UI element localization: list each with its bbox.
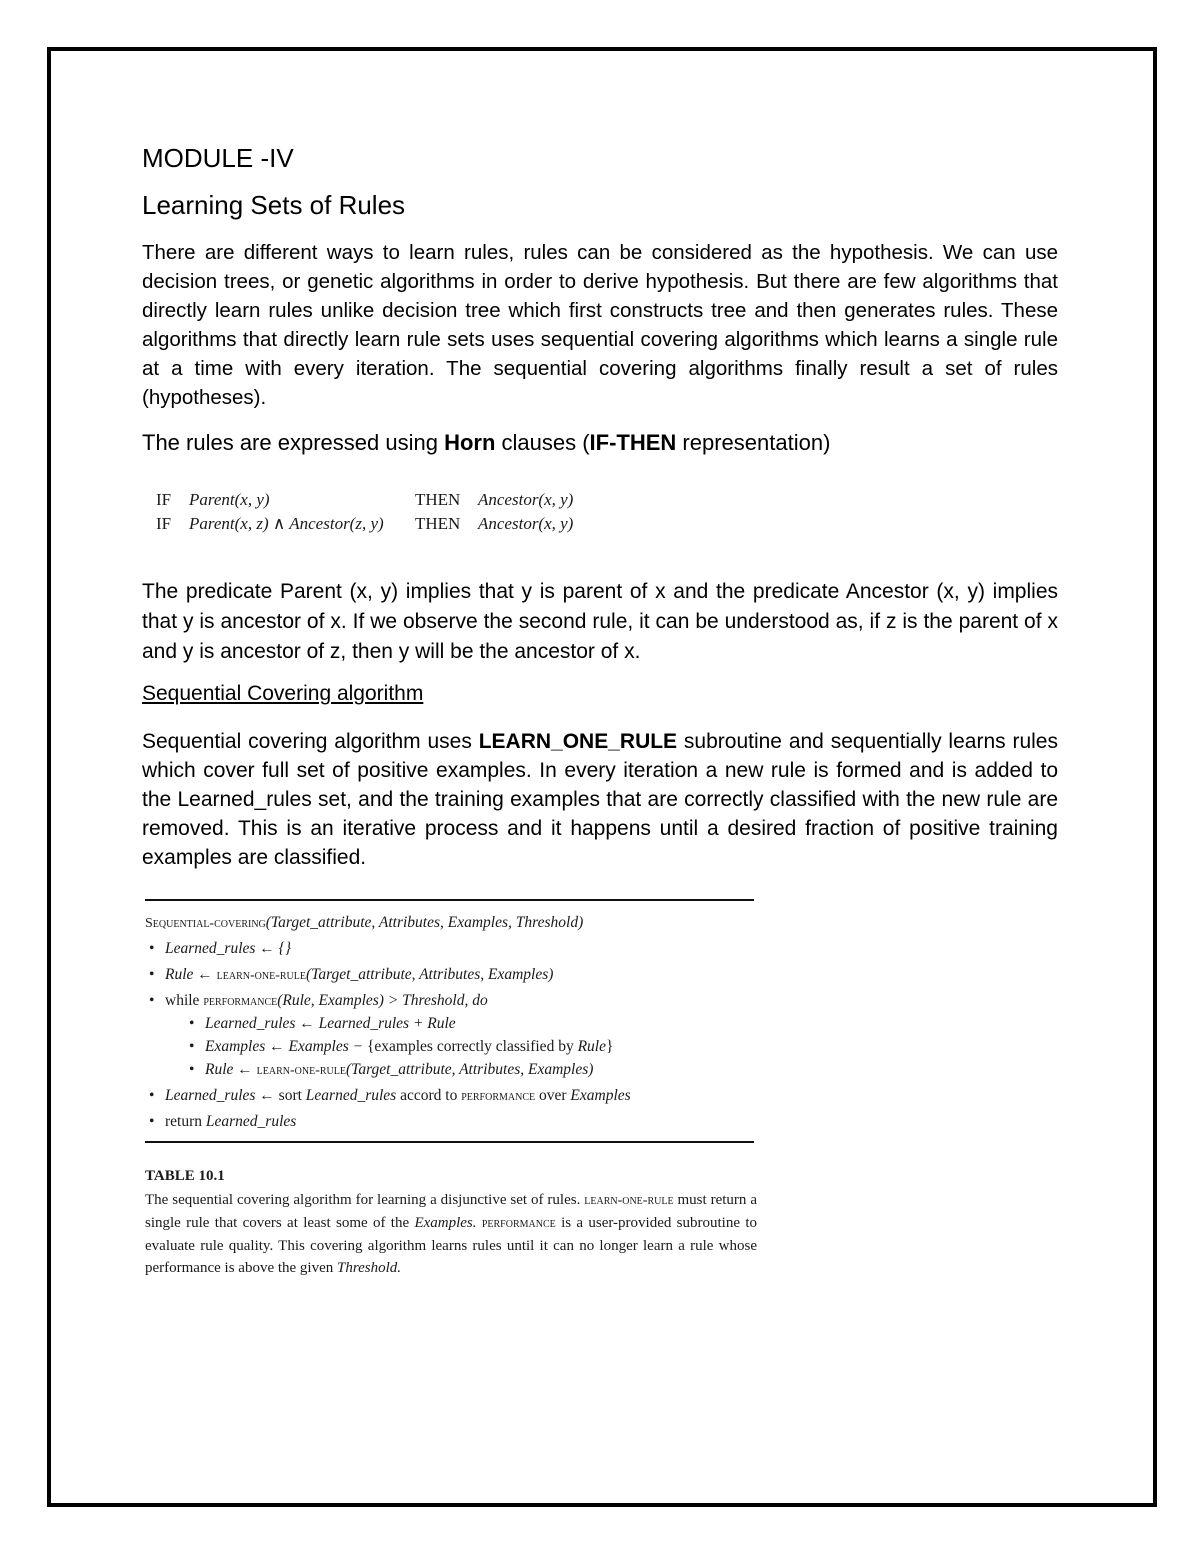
bullet: • — [189, 1061, 195, 1078]
rule-conclusion: Ancestor(x, y) — [478, 514, 574, 533]
table-label: TABLE 10.1 — [145, 1168, 225, 1184]
bullet: • — [189, 1015, 195, 1032]
caption-text: The sequential covering algorithm for learning a disjunctive set of rules. — [145, 1192, 585, 1208]
line-text: (Target_attribute, Attributes, Examples) — [305, 966, 554, 983]
caption-text: must return a single rule that covers at least some of the — [145, 1192, 757, 1231]
bullet: • — [149, 940, 155, 957]
line-text: Learned_rules — [165, 1087, 256, 1104]
line-text: Learned_rules — [305, 1087, 397, 1104]
rule-row — [156, 514, 573, 538]
p3-text-post: subroutine and sequentially learns rules which cover full set of positive examples. In every iteration a new rule is formed and is added to the Learned_rules set, and the training examples that are correctly classified with the new rule are removed. This is an iterative process and it happens until a desired fraction of positive training examples are classified. — [142, 730, 1058, 869]
line-text: performance — [461, 1089, 536, 1104]
bullet: • — [189, 1038, 195, 1055]
algorithm-top-rule — [145, 899, 754, 901]
algorithm-line — [149, 989, 488, 1014]
line-text: over — [535, 1087, 571, 1104]
module-title: MODULE -IV — [142, 143, 294, 173]
horn-text-pre: The rules are expressed using — [142, 430, 445, 455]
rule-if: IF — [156, 490, 172, 509]
rule-then: THEN — [415, 490, 461, 509]
table-caption — [145, 1189, 757, 1279]
learn-one-rule-bold: LEARN_ONE_RULE — [478, 730, 678, 753]
bullet: • — [149, 1113, 155, 1130]
predicate-paragraph: The predicate Parent (x, y) implies that y is parent of x and the predicate Ancestor (x, y) implies that y is ancestor of x. If we observe the second rule, it can be understood as, if z is the parent of x and y is ancestor of z, then y will be the ancestor of x. — [142, 580, 1058, 663]
bullet: • — [149, 966, 155, 983]
horn-text-mid: clauses ( — [495, 430, 590, 455]
line-text: Learned_rules ← {} — [165, 940, 292, 957]
rule-if: IF — [156, 514, 172, 533]
caption-text: Threshold. — [337, 1260, 402, 1276]
line-text: Learned_rules — [205, 1113, 297, 1130]
rules-figure — [156, 490, 573, 538]
section-title: Learning Sets of Rules — [142, 190, 406, 220]
caption-text: learn-one-rule — [584, 1193, 674, 1208]
rule-then: THEN — [415, 514, 461, 533]
bullet: • — [149, 1087, 155, 1104]
rule-row — [156, 490, 573, 514]
line-text: performance — [203, 994, 278, 1009]
line-text: return — [165, 1113, 206, 1130]
p3-text-pre: Sequential covering algorithm uses — [142, 730, 479, 753]
algorithm-line — [149, 1110, 296, 1134]
line-text: (Target_attribute, Attributes, Examples) — [345, 1061, 594, 1078]
line-text: learn-one-rule — [256, 1063, 346, 1078]
line-text: Examples — [570, 1087, 631, 1104]
line-text: (Rule, Examples) > Threshold, do — [277, 992, 488, 1009]
signature-name: Sequential-covering — [145, 916, 266, 931]
line-text: ← sort — [255, 1087, 306, 1104]
algorithm-line — [149, 963, 553, 988]
algorithm-signature — [145, 911, 583, 936]
line-text: Examples ← Examples − — [205, 1038, 367, 1055]
line-text: accord to — [396, 1087, 462, 1104]
algorithm-line — [149, 1084, 631, 1109]
algorithm-line — [189, 1058, 593, 1083]
rule-conclusion: Ancestor(x, y) — [478, 490, 574, 509]
line-text: Learned_rules ← Learned_rules + Rule — [205, 1015, 456, 1032]
rule-condition: Parent(x, y) — [189, 490, 270, 509]
line-text: learn-one-rule — [216, 968, 306, 983]
algorithm-line — [149, 937, 291, 961]
bullet: • — [149, 992, 155, 1009]
sequential-covering-heading: Sequential Covering algorithm — [142, 682, 424, 705]
line-text: Rule ← — [205, 1061, 257, 1078]
signature-args: (Target_attribute, Attributes, Examples, Threshold) — [265, 914, 584, 931]
horn-clause-sentence — [142, 428, 1058, 458]
rule-condition: Parent(x, z) ∧ Ancestor(z, y) — [189, 514, 384, 533]
line-text: Rule — [577, 1038, 606, 1055]
caption-text: performance — [481, 1216, 556, 1231]
horn-bold: Horn — [444, 430, 496, 455]
line-text: Rule ← — [165, 966, 217, 983]
line-text: } — [605, 1038, 614, 1055]
line-text: {examples correctly classified by — [366, 1038, 578, 1055]
algorithm-line — [189, 1035, 613, 1059]
caption-text: Examples. — [414, 1215, 477, 1231]
algorithm-bottom-rule — [145, 1141, 754, 1143]
intro-paragraph: There are different ways to learn rules, rules can be considered as the hypothesis. We can use decision trees, or genetic algorithms in order to derive hypothesis. But there are few algorithms that directly learn rules unlike decision tree which first constructs tree and then generates rules. These algorithms that directly learn rule sets uses sequential covering algorithms which learns a single rule at a time with every iteration. The sequential covering algorithms finally result a set of rules (hypotheses). — [142, 241, 1058, 409]
sequential-covering-paragraph — [142, 727, 1058, 872]
caption-text: is a user-provided subroutine to evaluate rule quality. This covering algorithm learns rules until it can no longer learn a rule whose performance is above the given — [145, 1215, 757, 1276]
if-then-bold: IF-THEN — [589, 430, 677, 455]
algorithm-line — [189, 1012, 456, 1036]
line-text: while — [165, 992, 204, 1009]
horn-text-post: representation) — [676, 430, 831, 455]
